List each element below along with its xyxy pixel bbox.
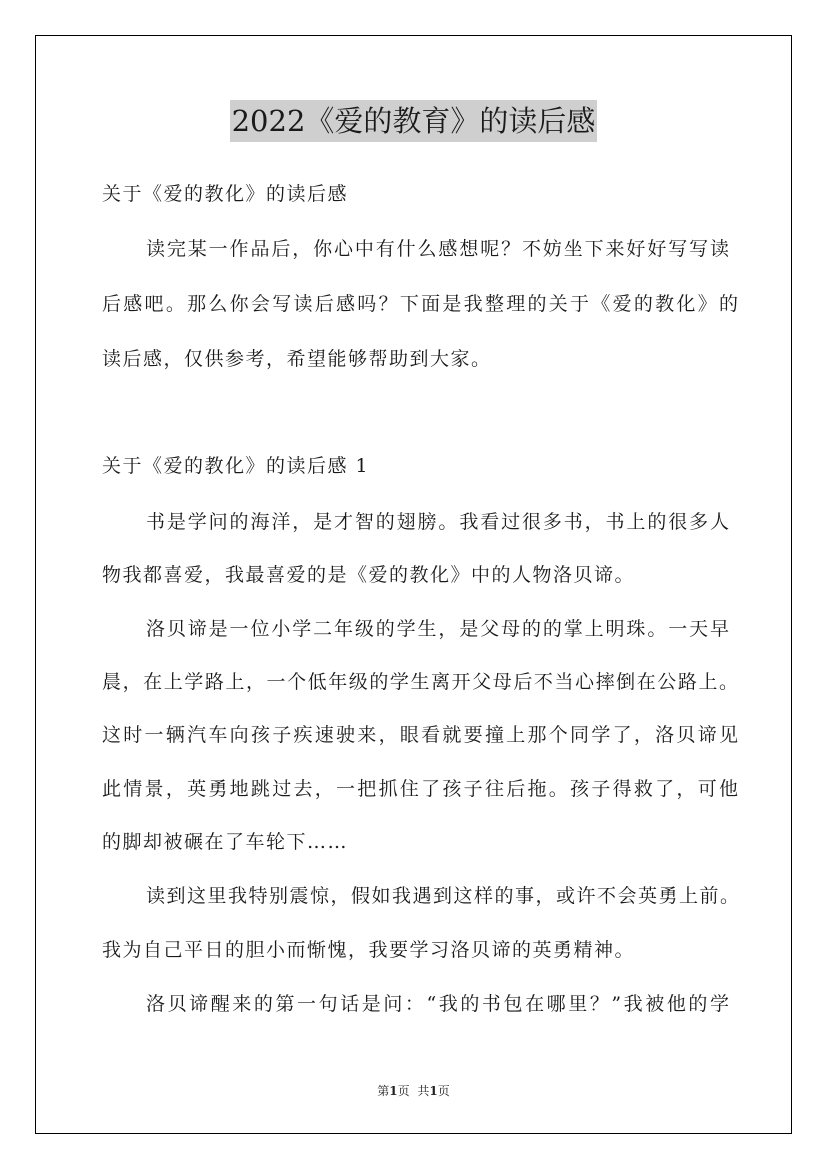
page-footer bbox=[0, 1083, 827, 1099]
body-line: 晨，在上学路上，一个低年级的学生离开父母后不当心摔倒在公路上。 bbox=[102, 671, 738, 693]
title-wrap bbox=[0, 100, 827, 142]
intro-line: 后感吧。那么你会写读后感吗？下面是我整理的关于《爱的教化》的 bbox=[102, 293, 738, 315]
footer-total-number: 1 bbox=[429, 1084, 438, 1098]
footer-total-label: 页 bbox=[437, 1084, 450, 1098]
body-line: 读到这里我特别震惊，假如我遇到这样的事，或许不会英勇上前。 bbox=[146, 885, 739, 907]
body-line: 的脚却被碾在了车轮下…… bbox=[102, 831, 349, 853]
intro-line: 读后感，仅供参考，希望能够帮助到大家。 bbox=[102, 348, 492, 370]
body-line: 这时一辆汽车向孩子疾速驶来，眼看就要撞上那个同学了，洛贝谛见 bbox=[102, 724, 738, 746]
body-line: 此情景，英勇地跳过去，一把抓住了孩子往后拖。孩子得救了，可他 bbox=[102, 778, 738, 800]
intro-line: 读完某一作品后，你心中有什么感想呢？不妨坐下来好好写写读 bbox=[146, 238, 729, 260]
footer-page-label: 第 bbox=[377, 1084, 390, 1098]
body-line: 物我都喜爱，我最喜爱的是《爱的教化》中的人物洛贝谛。 bbox=[102, 564, 636, 586]
footer-page-label: 页 bbox=[397, 1084, 410, 1098]
footer-total-label: 共 bbox=[417, 1084, 430, 1098]
body-line: 洛贝谛醒来的第一句话是问：“我的书包在哪里？”我被他的学 bbox=[146, 993, 729, 1015]
body-line: 我为自己平日的胆小而惭愧，我要学习洛贝谛的英勇精神。 bbox=[102, 939, 636, 961]
document-title: 2022《爱的教育》的读后感 bbox=[230, 100, 598, 142]
heading: 关于《爱的教化》的读后感 bbox=[102, 183, 349, 205]
section-heading: 关于《爱的教化》的读后感 1 bbox=[102, 455, 370, 477]
footer-page-number: 1 bbox=[389, 1084, 398, 1098]
body-line: 洛贝谛是一位小学二年级的学生，是父母的的掌上明珠。一天早 bbox=[146, 618, 729, 640]
body-line: 书是学问的海洋，是才智的翅膀。我看过很多书，书上的很多人 bbox=[146, 511, 729, 533]
